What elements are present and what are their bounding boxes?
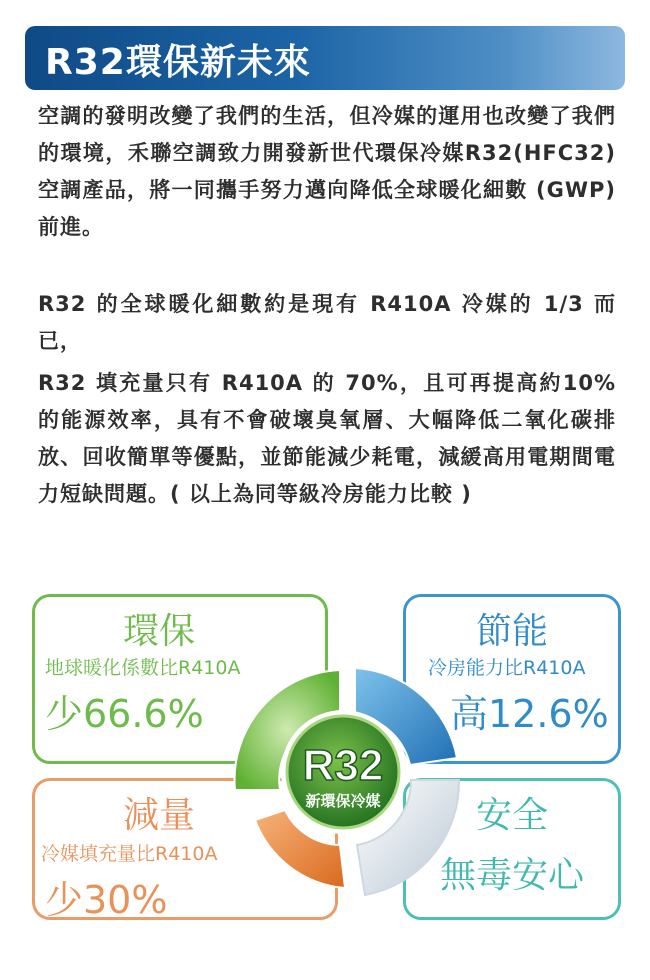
- energy-title: 節能: [476, 611, 549, 652]
- r32-cycle-graphic: [205, 640, 475, 910]
- reduce-value: 少30%: [45, 878, 168, 922]
- safe-value: 無毒安心: [440, 855, 585, 896]
- reduce-subtitle: 冷媒填充量比R410A: [41, 843, 218, 865]
- safe-title: 安全: [476, 795, 549, 836]
- page-title: R32環保新未來: [45, 42, 311, 83]
- eco-subtitle: 地球暖化係數比R410A: [45, 657, 241, 679]
- r32-badge-label: R32: [302, 741, 384, 790]
- intro-paragraph: 空調的發明改變了我們的生活，但冷媒的運用也改變了我們的環境，禾聯空調致力開發新世代環保冷媒R32(HFC32) 空調產品，將一同攜手努力邁向降低全球暖化細數 (GWP) 前進。: [38, 104, 616, 239]
- benefits-paragraph: R32 填充量只有 R410A 的 70%，且可再提高約10% 的能源效率，具有不會破壞臭氧層、大幅降低二氧化碳排放、回收簡單等優點，並節能減少耗電，減緩高用電期間電力短缺問題。( 以上為同等級冷房能力比較 ): [38, 371, 616, 506]
- energy-value: 高12.6%: [450, 692, 609, 736]
- r32-badge-sublabel: 新環保冷媒: [305, 792, 381, 810]
- energy-subtitle: 冷房能力比R410A: [428, 657, 586, 679]
- gwp-paragraph: R32 的全球暖化細數約是現有 R410A 冷媒的 1/3 而已，: [38, 292, 616, 353]
- reduce-title: 減量: [123, 795, 196, 836]
- title-banner: [25, 26, 625, 90]
- eco-value: 少66.6%: [45, 692, 204, 736]
- eco-title: 環保: [123, 611, 196, 652]
